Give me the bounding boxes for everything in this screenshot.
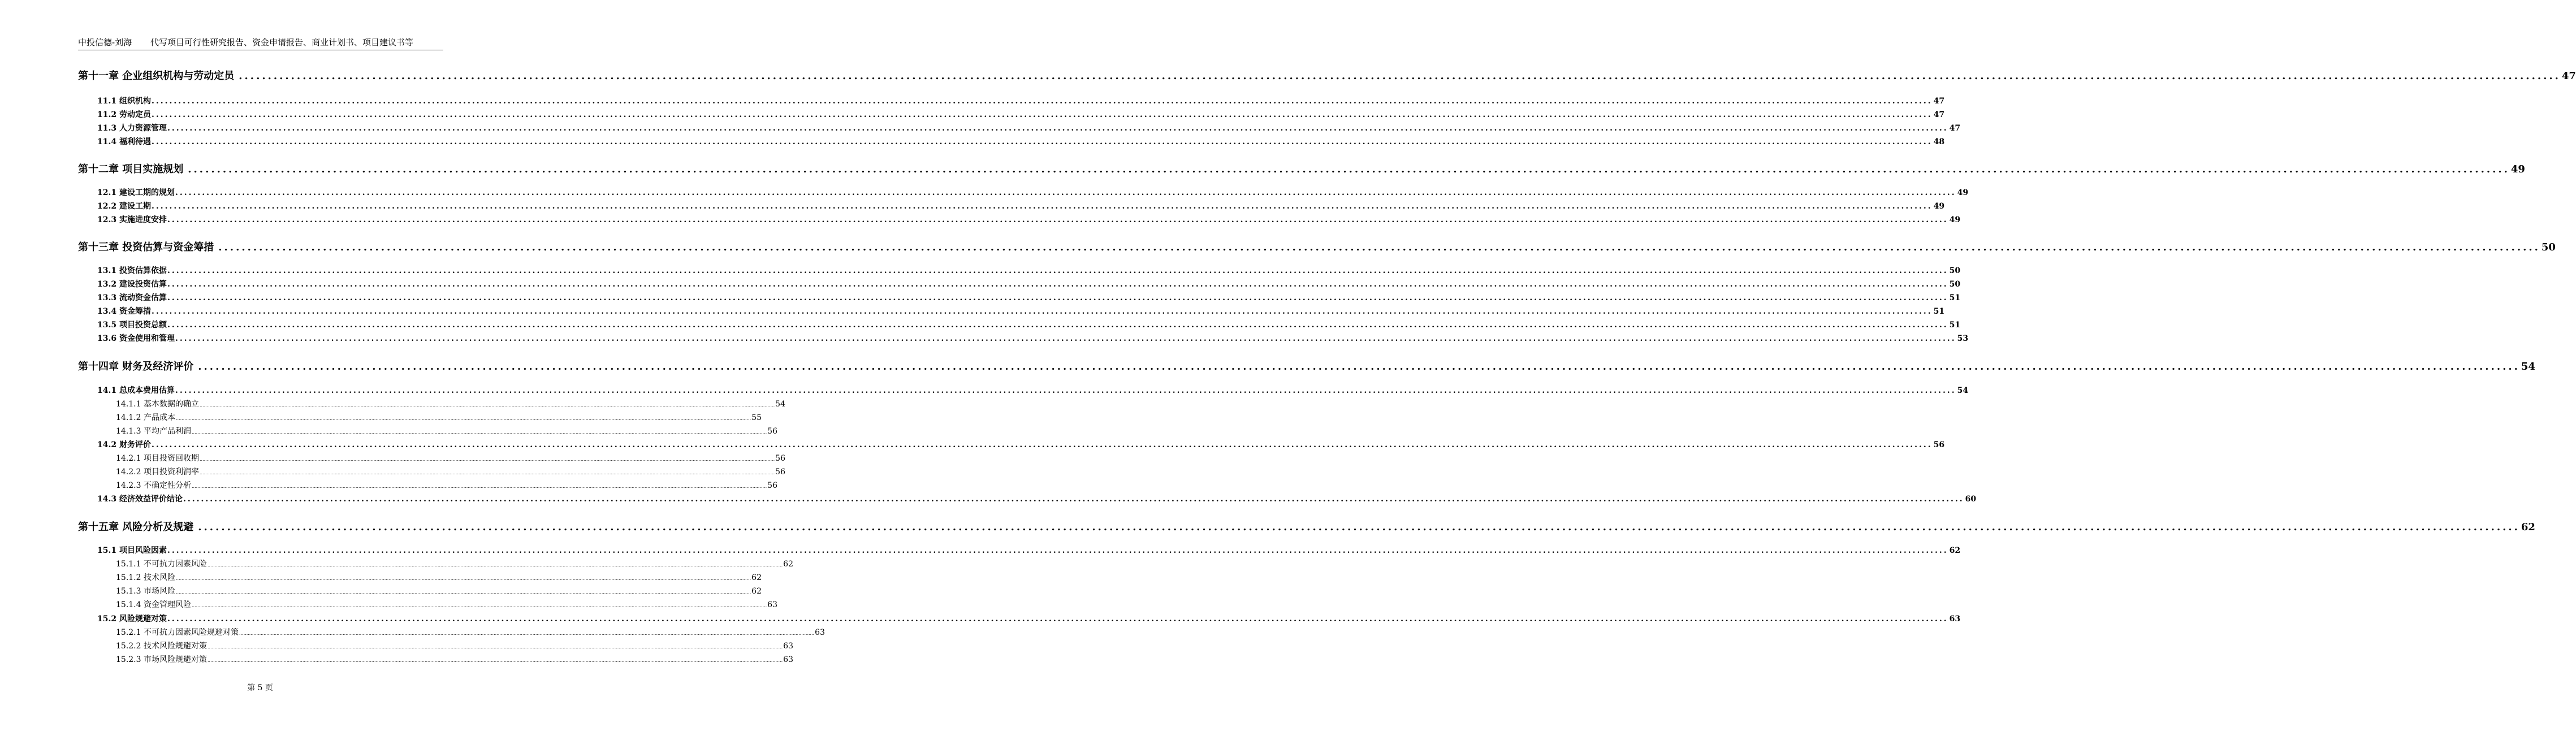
toc-page-number: 51 <box>1949 321 1961 330</box>
header-author: 中投信德-刘海 <box>78 37 132 47</box>
toc-subsection[interactable] <box>116 466 785 478</box>
dot-leader: ................................................................................................................................................................................................................................................................................................................................................................................................................ <box>207 562 783 568</box>
dot-leader: ................................................................................................................................................................................................................................................................................................................................................................................................................ <box>167 614 1948 624</box>
toc-page-number: 54 <box>1957 386 1969 395</box>
toc-page-number: 63 <box>767 600 777 609</box>
toc-entry-title: 15.2.3 市场风险规避对策 <box>116 655 207 664</box>
toc-page-number: 47 <box>1949 124 1961 133</box>
toc-page-number: 51 <box>1949 293 1961 302</box>
toc-page-number: 50 <box>1949 266 1961 275</box>
toc-page-number: 56 <box>1933 440 1945 449</box>
toc-subsection[interactable] <box>116 399 785 410</box>
toc-chapter[interactable] <box>78 360 2535 374</box>
toc-page-number: 50 <box>2541 241 2556 253</box>
toc-entry-title: 14.2.1 项目投资回收期 <box>116 454 199 463</box>
toc-section[interactable] <box>97 493 1977 505</box>
dot-leader: ................................................................................................................................................................................................................................................................................................................................................................................................................ <box>207 658 783 663</box>
dot-leader: ................................................................................................................................................................................................................................................................................................................................................................................................................ <box>199 457 775 462</box>
dot-leader: ................................................................................................................................................................................................................................................................................................................................................................................................................ <box>175 386 1956 395</box>
dot-leader: ................................................................................................................................................................................................................................................................................................................................................................................................................ <box>151 137 1933 146</box>
toc-entry-title: 14.2.3 不确定性分析 <box>116 481 191 490</box>
toc-section[interactable] <box>97 439 1945 451</box>
toc-page-number: 56 <box>767 427 777 436</box>
toc-page-number: 47 <box>1933 110 1945 119</box>
toc-page-number: 62 <box>751 587 762 596</box>
toc-entry-title: 11.3 人力资源管理 <box>97 124 167 133</box>
toc-subsection[interactable] <box>116 640 793 652</box>
toc-section[interactable] <box>97 123 1961 134</box>
toc-subsection[interactable] <box>116 453 785 464</box>
toc-entry-title: 第十四章 财务及经济评价 <box>78 361 194 373</box>
toc-entry-title: 13.2 建设投资估算 <box>97 280 167 289</box>
toc-subsection[interactable] <box>116 559 793 570</box>
toc-page-number: 50 <box>1949 280 1961 289</box>
toc-entry-title: 14.3 经济效益评价结论 <box>97 495 183 504</box>
toc-section[interactable] <box>97 279 1961 290</box>
dot-leader: ................................................................................................................................................................................................................................................................................................................................................................................................................ <box>151 440 1933 449</box>
dot-leader: ................................................................................................................................................................................................................................................................................................................................................................................................................ <box>175 416 751 421</box>
toc-page-number: 47 <box>1933 97 1945 106</box>
toc-section[interactable] <box>97 265 1961 276</box>
toc-page-number: 49 <box>2510 163 2525 175</box>
toc-section[interactable] <box>97 613 1961 625</box>
toc-entry-title: 15.1.4 资金管理风险 <box>116 600 191 609</box>
toc-entry-title: 15.1.2 技术风险 <box>116 573 175 582</box>
toc-page-number: 63 <box>783 642 793 651</box>
toc-entry-title: 15.2.1 不可抗力因素风险规避对策 <box>116 628 239 637</box>
dot-leader: ................................................................................................................................................................................................................................................................................................................................................................................................................ <box>199 470 775 475</box>
dot-leader: ................................................................................................................................................................................................................................................................................................................................................................................................................ <box>175 576 751 581</box>
toc-section[interactable] <box>97 136 1945 148</box>
toc-section[interactable] <box>97 187 1969 198</box>
toc-chapter[interactable] <box>78 162 2525 177</box>
toc-page-number: 49 <box>1957 188 1969 197</box>
toc-page-number: 63 <box>815 628 825 637</box>
toc-chapter[interactable] <box>78 240 2556 255</box>
toc-chapter[interactable] <box>78 69 2576 84</box>
toc-page-number: 55 <box>751 413 762 422</box>
page-number: 第 5 页 <box>247 683 273 692</box>
toc-subsection[interactable] <box>116 480 777 491</box>
toc-entry-title: 12.1 建设工期的规划 <box>97 188 175 197</box>
toc-entry-title: 第十五章 风险分析及规避 <box>78 521 194 533</box>
toc-page-number: 56 <box>775 454 785 463</box>
toc-chapter[interactable] <box>78 520 2535 535</box>
dot-leader: ................................................................................................................................................................................................................................................................................................................................................................................................................ <box>199 402 775 408</box>
toc-entry-title: 第十三章 投资估算与资金筹措 <box>78 241 214 253</box>
toc-page-number: 51 <box>1933 307 1945 316</box>
toc-entry-title: 15.2 风险规避对策 <box>97 614 167 624</box>
dot-leader: ................................................................................................................................................................................................................................................................................................................................................................................................................ <box>188 163 2510 175</box>
toc-subsection[interactable] <box>116 412 762 423</box>
page-header <box>78 36 443 49</box>
toc-entry-title: 11.1 组织机构 <box>97 97 151 106</box>
toc-page-number: 63 <box>783 655 793 664</box>
toc-section[interactable] <box>97 292 1961 304</box>
toc-entry-title: 14.1.3 平均产品利润 <box>116 427 191 436</box>
toc-page-number: 56 <box>767 481 777 490</box>
dot-leader: ................................................................................................................................................................................................................................................................................................................................................................................................................ <box>183 495 1964 504</box>
toc-subsection[interactable] <box>116 599 777 611</box>
toc-section[interactable] <box>97 201 1945 212</box>
header-services: 代写项目可行性研究报告、资金申请报告、商业计划书、项目建议书等 <box>150 37 414 47</box>
toc-subsection[interactable] <box>116 426 777 437</box>
toc-entry-title: 13.3 流动资金估算 <box>97 293 167 302</box>
toc-entry-title: 13.6 资金使用和管理 <box>97 334 175 343</box>
toc-page-number: 62 <box>1949 546 1961 555</box>
toc-entry-title: 14.1 总成本费用估算 <box>97 386 175 395</box>
toc-page-number: 49 <box>1933 202 1945 211</box>
toc-entry-title: 13.1 投资估算依据 <box>97 266 167 275</box>
toc-section[interactable] <box>97 96 1945 107</box>
toc-page-number: 48 <box>1933 137 1945 146</box>
toc-entry-title: 15.1.1 不可抗力因素风险 <box>116 560 207 569</box>
toc-page-number: 47 <box>2561 70 2576 82</box>
toc-page-number: 56 <box>775 467 785 477</box>
toc-page-number: 62 <box>783 560 793 569</box>
toc-page-number: 62 <box>751 573 762 582</box>
dot-leader: ................................................................................................................................................................................................................................................................................................................................................................................................................ <box>167 321 1948 330</box>
dot-leader: ................................................................................................................................................................................................................................................................................................................................................................................................................ <box>167 293 1948 302</box>
toc-section[interactable] <box>97 109 1945 120</box>
toc-subsection[interactable] <box>116 586 762 597</box>
dot-leader: ................................................................................................................................................................................................................................................................................................................................................................................................................ <box>198 521 2520 533</box>
toc-page-number: 54 <box>775 400 785 409</box>
toc-page-number: 49 <box>1949 215 1961 224</box>
dot-leader: ................................................................................................................................................................................................................................................................................................................................................................................................................ <box>167 124 1948 133</box>
toc-entry-title: 11.2 劳动定员 <box>97 110 151 119</box>
toc-entry-title: 15.2.2 技术风险规避对策 <box>116 642 207 651</box>
toc-entry-title: 第十一章 企业组织机构与劳动定员 <box>78 70 235 82</box>
toc-entry-title: 13.4 资金筹措 <box>97 307 151 316</box>
dot-leader: ................................................................................................................................................................................................................................................................................................................................................................................................................ <box>175 590 751 595</box>
toc-section[interactable] <box>97 214 1961 226</box>
toc-page-number: 63 <box>1949 614 1961 624</box>
toc-entry-title: 15.1.3 市场风险 <box>116 587 175 596</box>
toc-entry-title: 15.1 项目风险因素 <box>97 546 167 555</box>
toc-entry-title: 13.5 项目投资总额 <box>97 321 167 330</box>
dot-leader: ................................................................................................................................................................................................................................................................................................................................................................................................................ <box>239 631 815 636</box>
toc-entry-title: 第十二章 项目实施规划 <box>78 163 184 175</box>
dot-leader: ................................................................................................................................................................................................................................................................................................................................................................................................................ <box>167 266 1948 275</box>
toc-page-number: 54 <box>2521 361 2535 373</box>
dot-leader: ................................................................................................................................................................................................................................................................................................................................................................................................................ <box>191 603 767 608</box>
toc-section[interactable] <box>97 545 1961 556</box>
toc-page-number: 60 <box>1965 495 1977 504</box>
toc-section[interactable] <box>97 333 1969 344</box>
dot-leader: ................................................................................................................................................................................................................................................................................................................................................................................................................ <box>198 361 2520 373</box>
dot-leader: ................................................................................................................................................................................................................................................................................................................................................................................................................ <box>175 188 1956 197</box>
toc-entry-title: 14.2 财务评价 <box>97 440 151 449</box>
page-footer <box>0 682 520 694</box>
toc-entry-title: 14.2.2 项目投资利润率 <box>116 467 199 477</box>
dot-leader: ................................................................................................................................................................................................................................................................................................................................................................................................................ <box>218 241 2540 253</box>
toc-entry-title: 12.3 实施进度安排 <box>97 215 167 224</box>
dot-leader: ................................................................................................................................................................................................................................................................................................................................................................................................................ <box>239 70 2561 82</box>
dot-leader: ................................................................................................................................................................................................................................................................................................................................................................................................................ <box>151 202 1933 211</box>
dot-leader: ................................................................................................................................................................................................................................................................................................................................................................................................................ <box>207 644 783 650</box>
toc-entry-title: 12.2 建设工期 <box>97 202 151 211</box>
toc-subsection[interactable] <box>116 627 825 638</box>
dot-leader: ................................................................................................................................................................................................................................................................................................................................................................................................................ <box>151 110 1933 119</box>
toc-page-number: 53 <box>1957 334 1969 343</box>
dot-leader: ................................................................................................................................................................................................................................................................................................................................................................................................................ <box>191 430 767 435</box>
toc-subsection[interactable] <box>116 654 793 665</box>
toc-entry-title: 14.1.1 基本数据的确立 <box>116 400 199 409</box>
dot-leader: ................................................................................................................................................................................................................................................................................................................................................................................................................ <box>175 334 1956 343</box>
toc-entry-title: 11.4 福利待遇 <box>97 137 151 146</box>
dot-leader: ................................................................................................................................................................................................................................................................................................................................................................................................................ <box>167 280 1948 289</box>
dot-leader: ................................................................................................................................................................................................................................................................................................................................................................................................................ <box>167 546 1948 555</box>
toc-section[interactable] <box>97 306 1945 317</box>
toc-section[interactable] <box>97 385 1969 396</box>
toc-entry-title: 14.1.2 产品成本 <box>116 413 175 422</box>
toc-section[interactable] <box>97 319 1961 331</box>
dot-leader: ................................................................................................................................................................................................................................................................................................................................................................................................................ <box>167 215 1948 224</box>
toc-subsection[interactable] <box>116 572 762 583</box>
dot-leader: ................................................................................................................................................................................................................................................................................................................................................................................................................ <box>151 97 1933 106</box>
toc-page-number: 62 <box>2521 521 2535 533</box>
dot-leader: ................................................................................................................................................................................................................................................................................................................................................................................................................ <box>191 484 767 489</box>
dot-leader: ................................................................................................................................................................................................................................................................................................................................................................................................................ <box>151 307 1933 316</box>
